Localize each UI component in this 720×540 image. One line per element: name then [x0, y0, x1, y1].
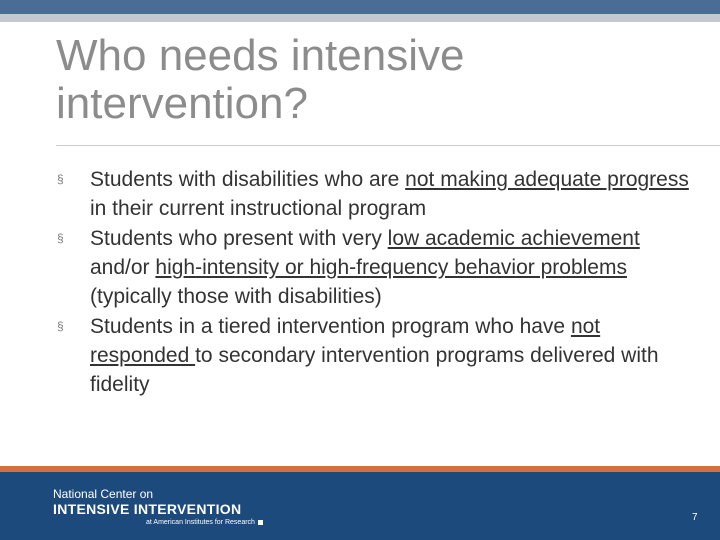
bullet-text: (typically those with disabilities)	[90, 285, 382, 308]
bullet-item	[57, 165, 697, 223]
bullet-text: Students with disabilities who are	[90, 168, 406, 191]
emphasized-text: not responded	[90, 315, 601, 367]
footer-org-name: INTENSIVE INTERVENTION	[53, 501, 242, 517]
top-accent-bar	[0, 0, 720, 14]
bullet-text: Students in a tiered intervention program who have	[90, 315, 571, 338]
title-divider	[56, 145, 720, 146]
bullet-item	[57, 312, 697, 399]
bullet-text: in their current instructional program	[90, 197, 427, 220]
page-number: 7	[692, 512, 698, 523]
bullet-list	[57, 165, 697, 399]
bullet-marker-icon: §	[57, 172, 64, 186]
footer-org-affiliation	[146, 519, 263, 526]
square-logo-icon	[258, 520, 263, 525]
bullet-marker-icon: §	[57, 319, 64, 333]
bullet-text: to secondary intervention programs delivered with fidelity	[90, 344, 659, 396]
emphasized-text: low academic achievement	[387, 227, 640, 250]
bullet-marker-icon: §	[57, 231, 64, 245]
slide-title: Who needs intensive intervention?	[56, 31, 465, 128]
footer-banner	[0, 472, 720, 540]
bullet-text: and/or	[90, 256, 156, 279]
top-accent-band	[0, 14, 720, 22]
footer-org-line1: National Center on	[53, 487, 154, 501]
emphasized-text: high-intensity or high-frequency behavior problems	[155, 256, 627, 279]
bullet-text: Students who present with very	[90, 227, 388, 250]
emphasized-text: not making adequate progress	[405, 168, 689, 191]
footer-affiliation-text: at American Institutes for Research	[146, 519, 255, 526]
bullet-item	[57, 224, 697, 311]
